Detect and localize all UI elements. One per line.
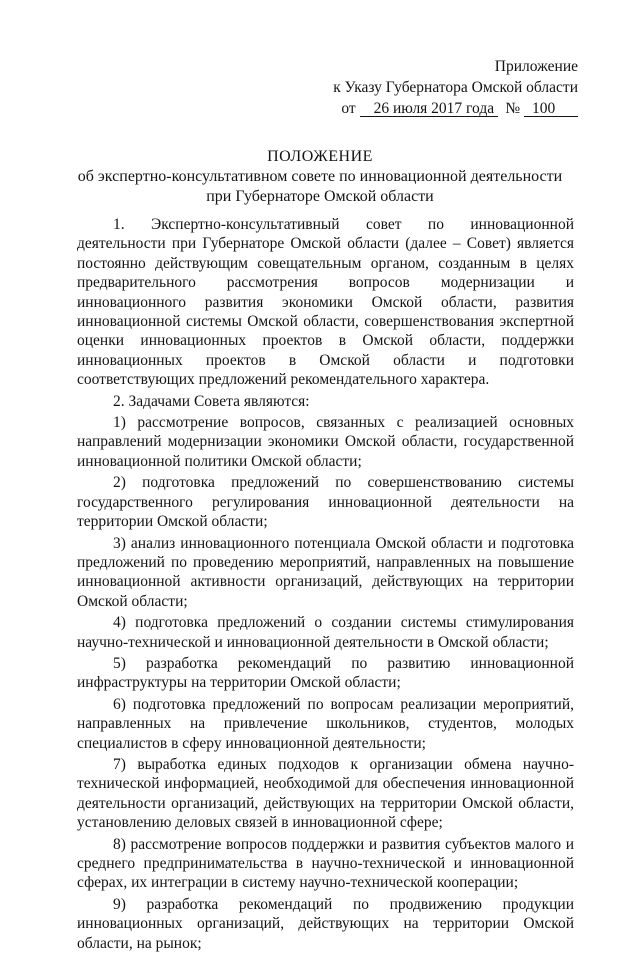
task-item-2: 2) подготовка предложений по совершенствованию системы государственного регулирования инновационной деятельности на территории Омской области; xyxy=(77,474,574,531)
appendix-label: Приложение xyxy=(494,58,578,75)
title-subtitle-line-2: при Губернаторе Омской области xyxy=(206,188,434,205)
appendix-decree-ref: к Указу Губернатора Омской области xyxy=(333,79,578,96)
appendix-date-number-line xyxy=(278,98,578,119)
decree-date: 26 июля 2017 года xyxy=(360,101,498,117)
appendix-header xyxy=(278,56,578,119)
document-body xyxy=(77,215,574,955)
task-item-6: 6) подготовка предложений по вопросам реализации мероприятий, направленных на привлечение школьников, студентов, молодых специалистов в сферу инновационной деятельности; xyxy=(77,695,574,752)
title-heading: ПОЛОЖЕНИЕ xyxy=(267,148,373,165)
paragraph-2: 2. Задачами Совета являются: xyxy=(113,392,310,410)
paragraph-1: 1. Экспертно-консультативный совет по инновационной деятельности при Губернаторе Омской области (далее – Совет) является постоянно действующим совещательным органом, созданным в целях предварительного рассмотрения вопросов модернизации и инновационного развития экономики Омской области, развития инновационной системы Омской области, совершенствования экспертной оценки инновационных проектов в Омской области, поддержки инновационных проектов в Омской области и подготовки соответствующих предложений рекомендательного характера. xyxy=(77,216,574,389)
title-subtitle-line-1: об экспертно-консультативном совете по инновационной деятельности xyxy=(77,168,563,185)
number-prefix: № xyxy=(505,100,521,117)
task-item-3: 3) анализ инновационного потенциала Омской области и подготовка предложений по проведению мероприятий, направленных на повышение инновационной активности организаций, действующих на территории Омской области; xyxy=(77,534,574,610)
task-item-8: 8) рассмотрение вопросов поддержки и развития субъектов малого и среднего предпринимательства в научно-технической и инновационной сферах, их интеграции в систему научно-технической кооперации; xyxy=(77,835,574,892)
document-title xyxy=(60,147,580,207)
task-item-5: 5) разработка рекомендаций по развитию инновационной инфраструктуры на территории Омской области; xyxy=(77,654,574,692)
task-item-4: 4) подготовка предложений о создании системы стимулирования научно-технической и инновационной деятельности в Омской области; xyxy=(77,614,574,651)
date-prefix: от xyxy=(341,100,356,117)
decree-number: 100 xyxy=(524,101,578,117)
task-item-1: 1) рассмотрение вопросов, связанных с реализацией основных направлений модернизации экономики Омской области, государственной инновационной политики Омской области; xyxy=(77,414,574,470)
task-item-7: 7) выработка единых подходов к организации обмена научно-технической информацией, необходимой для обеспечения инновационной деятельности организаций, действующих на территории Омской области, установлению деловых связей в инновационной сфере; xyxy=(77,755,574,832)
task-item-9: 9) разработка рекомендаций по продвижению продукции инновационных организаций, действующих на территории Омской области, на рынок; xyxy=(77,895,574,952)
